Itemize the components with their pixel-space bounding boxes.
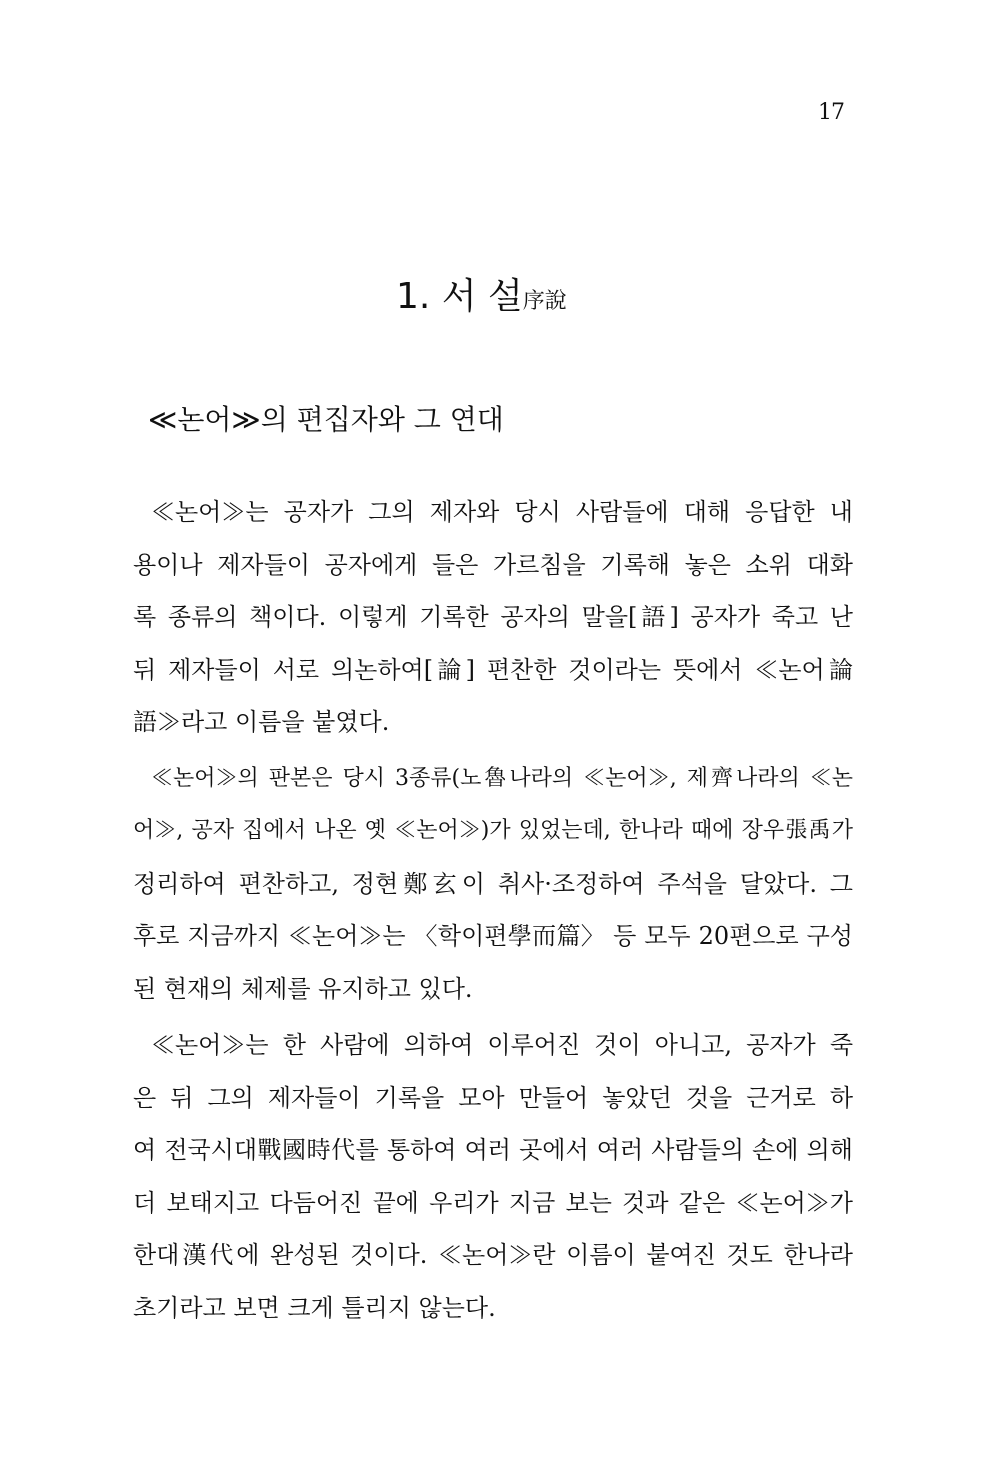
body-line: 된 현재의 체제를 유지하고 있다. bbox=[133, 974, 473, 1003]
page-number: 17 bbox=[818, 100, 844, 125]
paragraph-2 bbox=[133, 753, 853, 1016]
body-line: ≪논어≫는 공자가 그의 제자와 당시 사람들에 대해 응답한 내 bbox=[151, 498, 853, 526]
body-text bbox=[133, 486, 853, 1334]
body-line: 여 전국시대戰國時代를 통하여 여러 곳에서 여러 사람들의 손에 의해 bbox=[133, 1136, 853, 1164]
body-line: 정리하여 편찬하고, 정현鄭玄이 취사·조정하여 주석을 달았다. 그 bbox=[133, 869, 853, 898]
body-line: 어≫, 공자 집에서 나온 옛 ≪논어≫)가 있었는데, 한나라 때에 장우張禹가 bbox=[133, 818, 853, 843]
body-line: 초기라고 보면 크게 틀리지 않는다. bbox=[133, 1293, 496, 1322]
chapter-title-text: 1. 서 설 bbox=[396, 276, 523, 317]
body-line: 더 보태지고 다듬어진 끝에 우리가 지금 보는 것과 같은 ≪논어≫가 bbox=[133, 1188, 853, 1217]
paragraph-1 bbox=[133, 486, 853, 749]
body-line: 후로 지금까지 ≪논어≫는 〈학이편學而篇〉 등 모두 20편으로 구성 bbox=[133, 922, 853, 950]
paragraph-3 bbox=[133, 1019, 853, 1334]
body-line: 뒤 제자들이 서로 의논하여[論] 편찬한 것이라는 뜻에서 ≪논어論 bbox=[133, 655, 853, 684]
body-line: ≪논어≫는 한 사람에 의하여 이루어진 것이 아니고, 공자가 죽 bbox=[151, 1031, 853, 1059]
body-line: 용이나 제자들이 공자에게 들은 가르침을 기록해 놓은 소위 대화 bbox=[133, 550, 853, 579]
body-line: 은 뒤 그의 제자들이 기록을 모아 만들어 놓았던 것을 근거로 하 bbox=[133, 1083, 853, 1112]
chapter-title bbox=[396, 268, 567, 319]
body-line: ≪논어≫의 판본은 당시 3종류(노魯나라의 ≪논어≫, 제齊나라의 ≪논 bbox=[151, 765, 853, 791]
body-line: 한대漢代에 완성된 것이다. ≪논어≫란 이름이 붙여진 것도 한나라 bbox=[133, 1241, 853, 1269]
body-line: 語≫라고 이름을 붙였다. bbox=[133, 708, 390, 736]
body-line: 록 종류의 책이다. 이렇게 기록한 공자의 말을[語] 공자가 죽고 난 bbox=[133, 603, 853, 631]
section-heading: ≪논어≫의 편집자와 그 연대 bbox=[148, 403, 504, 436]
chapter-title-hanja: 序說 bbox=[522, 289, 567, 314]
